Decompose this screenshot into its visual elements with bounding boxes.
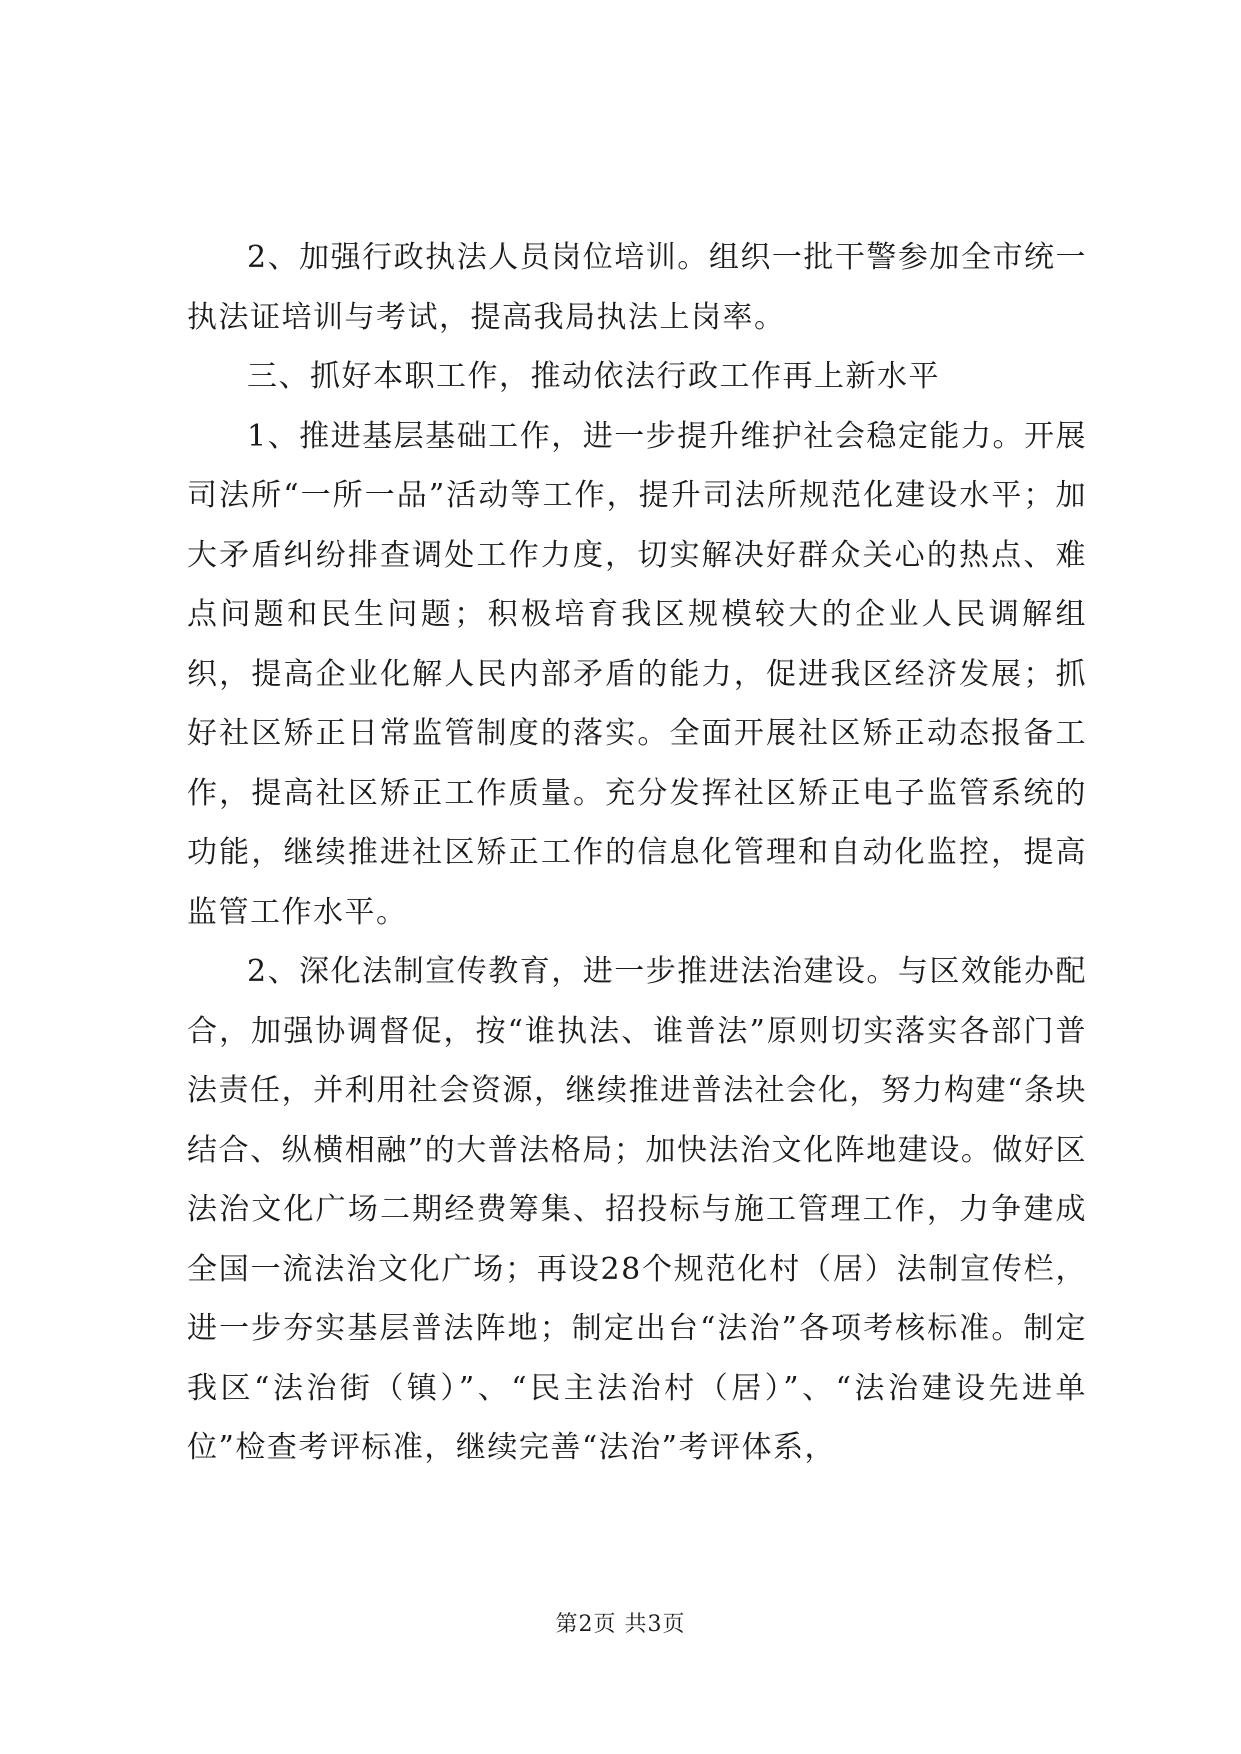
paragraph-grassroots-work: 1、推进基层基础工作，进一步提升维护社会稳定能力。开展司法所“一所一品”活动等工作，提升司法所规范化建设水平；加大矛盾纠纷排查调处工作力度，切实解决好群众关心的热点、难点问题和民生问题；积极培育我区规模较大的企业人民调解组织，提高企业化解人民内部矛盾的能力，促进我区经济发展；抓好社区矫正日常监管制度的落实。全面开展社区矫正动态报备工作，提高社区矫正工作质量。充分发挥社区矫正电子监管系统的功能，继续推进社区矫正工作的信息化管理和自动化监控，提高监管工作水平。 [187,418,1087,930]
paragraph-legal-education: 2、深化法制宣传教育，进一步推进法治建设。与区效能办配合，加强协调督促，按“谁执法、谁普法”原则切实落实各部门普法责任，并利用社会资源，继续推进普法社会化，努力构建“条块结合、纵横相融”的大普法格局；加快法治文化阵地建设。做好区法治文化广场二期经费筹集、招投标与施工管理工作，力争建成全国一流法治文化广场；再设28个规范化村（居）法制宣传栏，进一步夯实基层普法阵地；制定出台“法治”各项考核标准。制定我区“法治街（镇）”、“民主法治村（居）”、“法治建设先进单位”检查考评标准，继续完善“法治”考评体系， [187,954,1087,1465]
section-heading-three: 三、抓好本职工作，推动依法行政工作再上新水平 [247,359,940,394]
paragraph-training: 2、加强行政执法人员岗位培训。组织一批干警参加全市统一执法证培训与考试，提高我局执法上岗率。 [187,240,1087,335]
document-body [187,228,1087,1478]
page-number-footer: 第2页 共3页 [555,1612,686,1637]
